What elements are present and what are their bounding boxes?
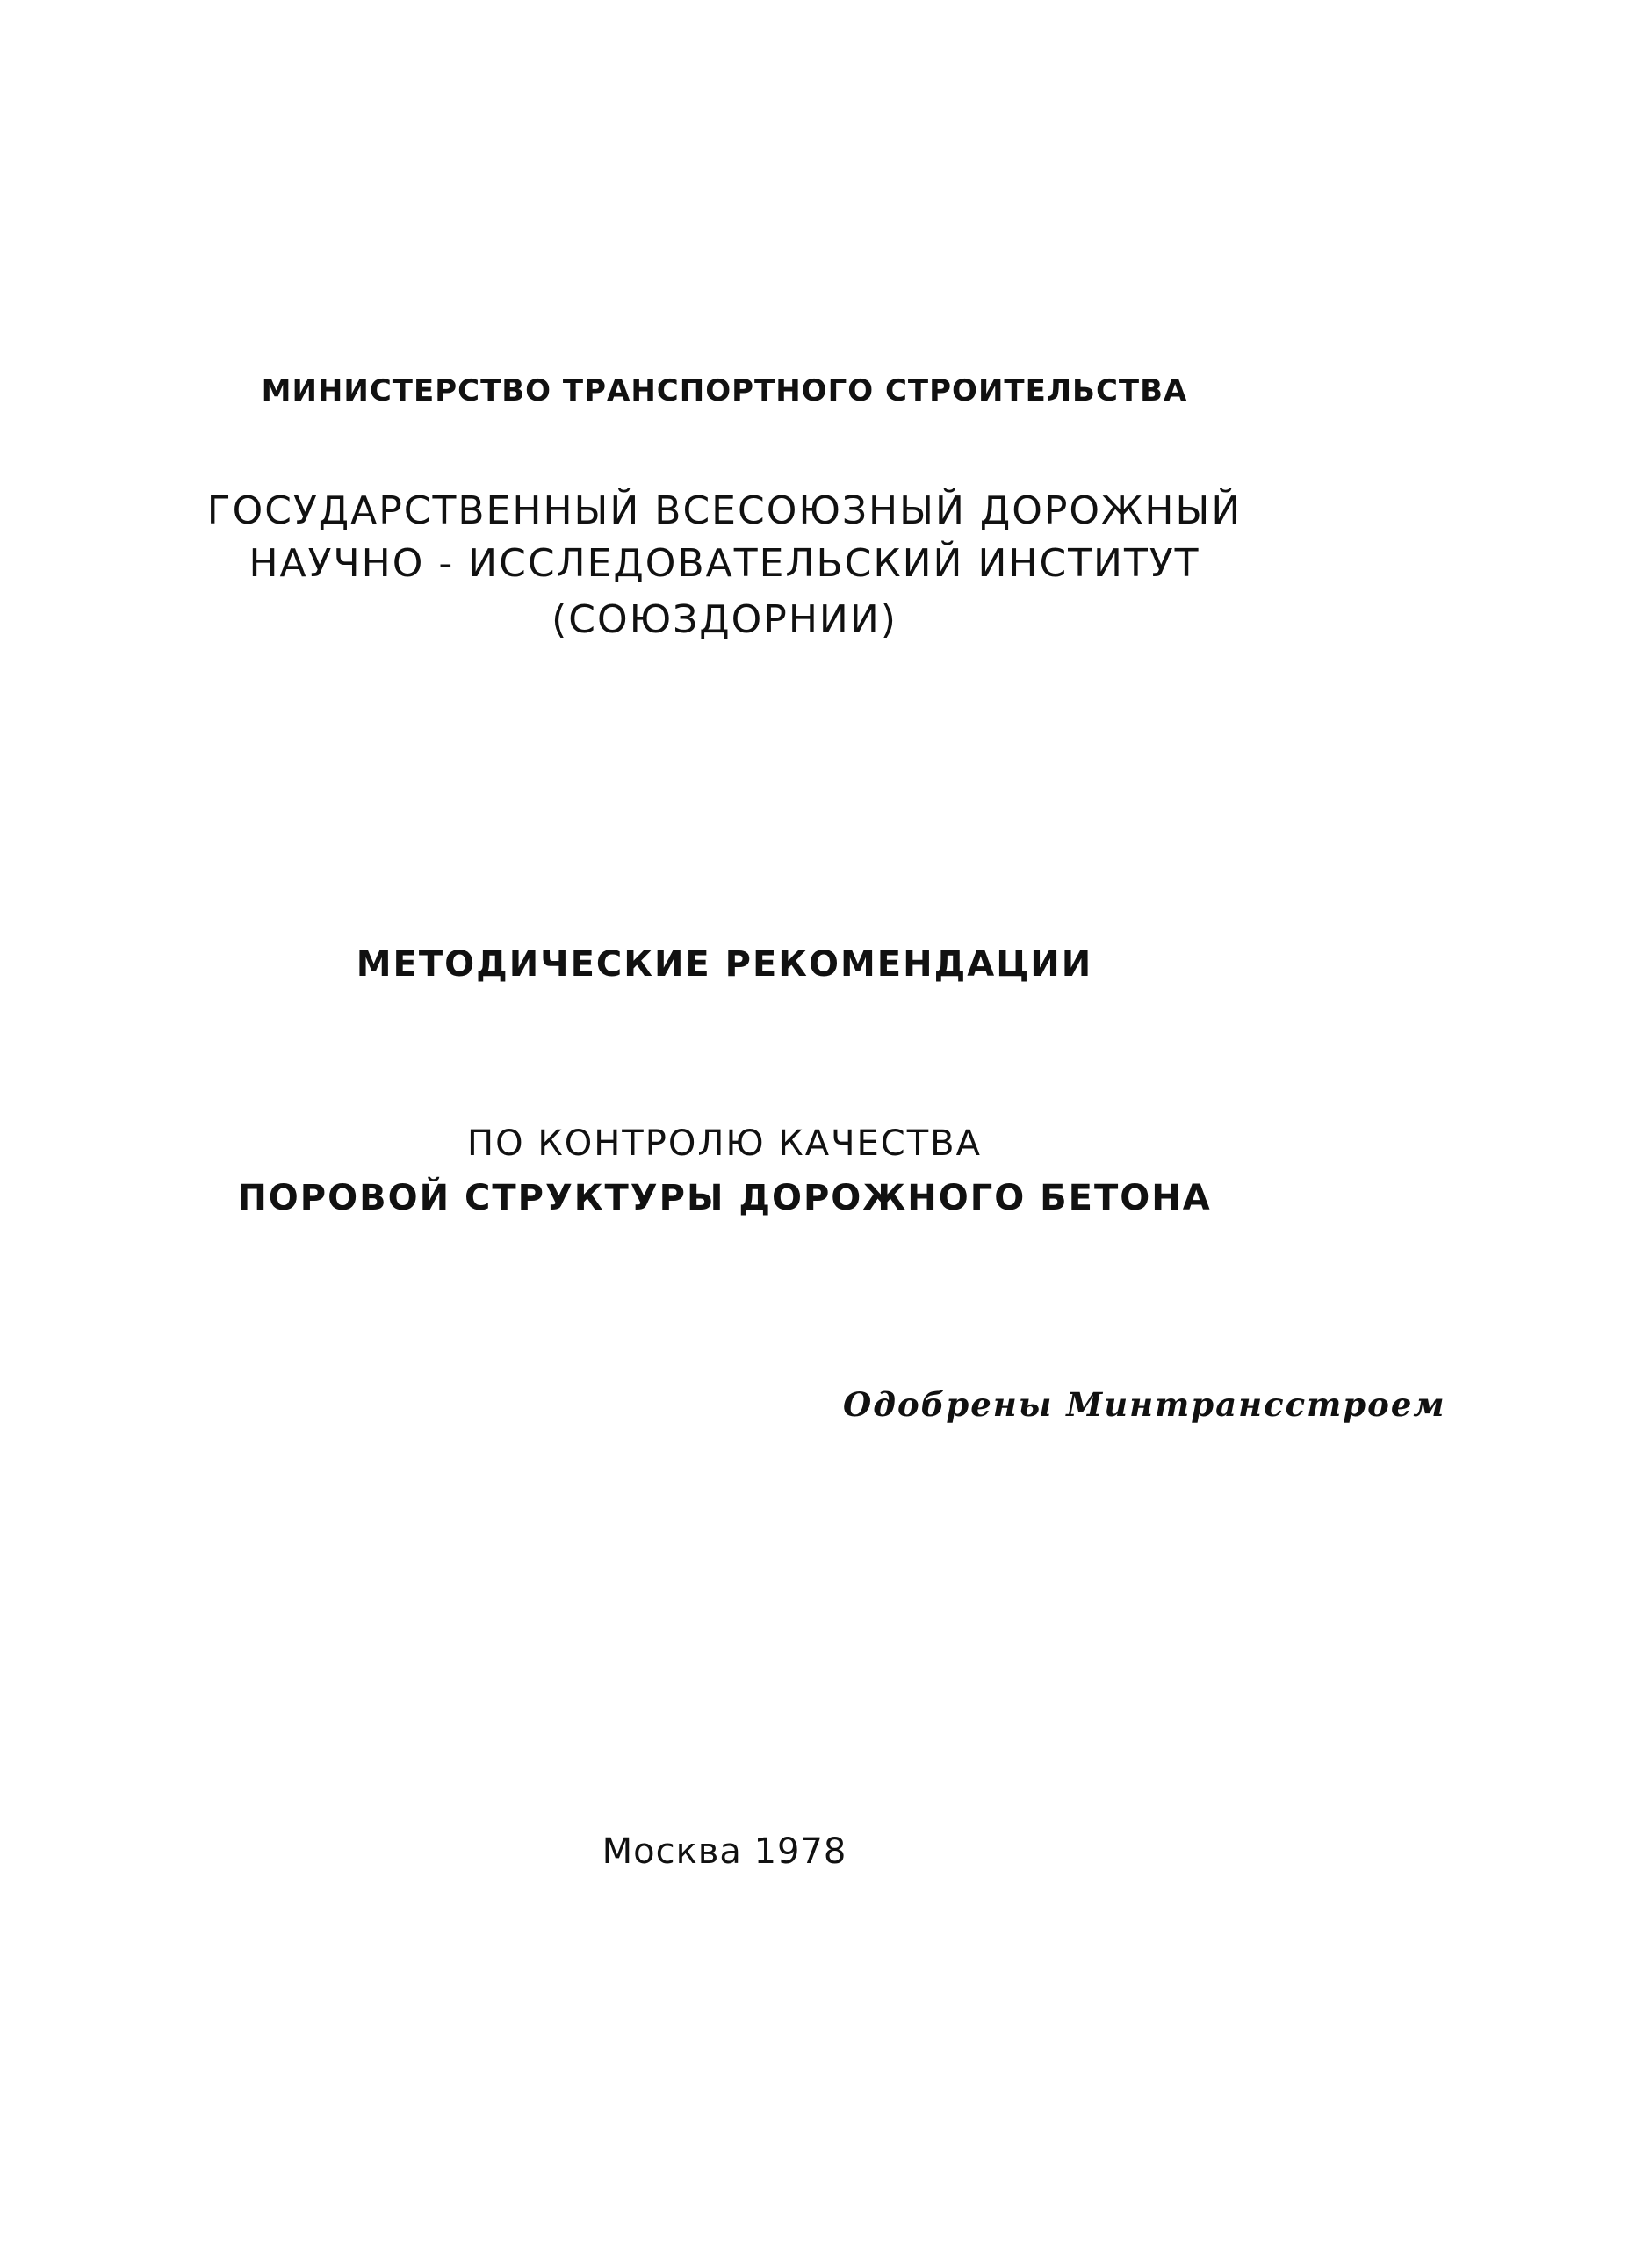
document-subject-line-1: ПО КОНТРОЛЮ КАЧЕСТВА [467,1123,982,1164]
publication-city-year: Москва 1978 [602,1831,847,1872]
document-subject-line-2: ПОРОВОЙ СТРУКТУРЫ ДОРОЖНОГО БЕТОНА [237,1178,1212,1218]
institute-abbreviation: (СОЮЗДОРНИИ) [551,597,897,642]
institute-name-line-1: ГОСУДАРСТВЕННЫЙ ВСЕСОЮЗНЫЙ ДОРОЖНЫЙ [206,488,1243,533]
institute-name-line-2: НАУЧНО - ИССЛЕДОВАТЕЛЬСКИЙ ИНСТИТУТ [249,541,1200,586]
approval-note: Одобрены Минтрансстроем [843,1385,1446,1424]
ministry-name: МИНИСТЕРСТВО ТРАНСПОРТНОГО СТРОИТЕЛЬСТВА [261,373,1188,408]
document-type-title: МЕТОДИЧЕСКИЕ РЕКОМЕНДАЦИИ [356,944,1093,985]
